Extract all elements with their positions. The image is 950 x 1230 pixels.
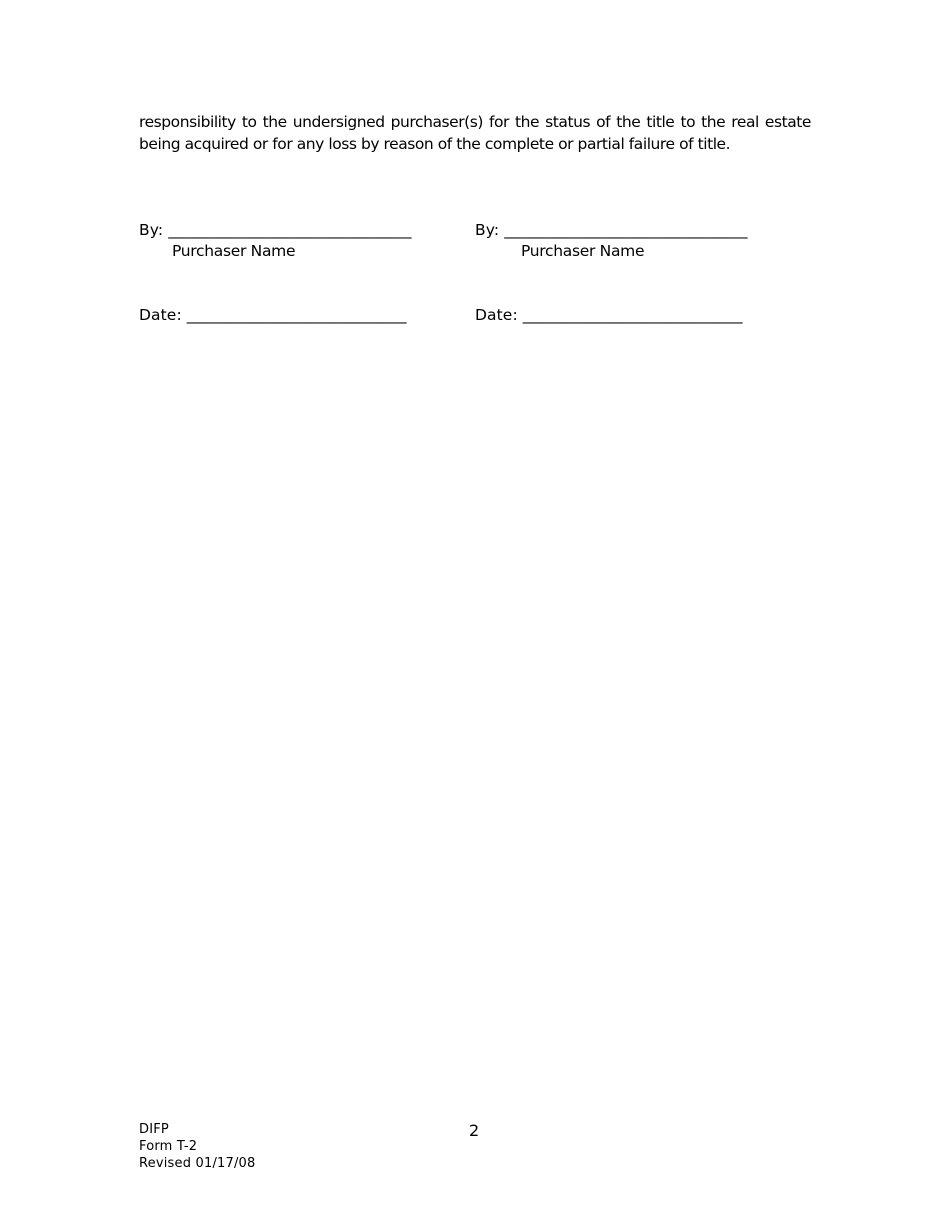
right-by-signature-line: By: _______________________________ bbox=[475, 221, 748, 239]
footer-revised-date: Revised 01/17/08 bbox=[139, 1156, 256, 1171]
left-purchaser-name-label: Purchaser Name bbox=[172, 242, 296, 260]
body-line-1: responsibility to the undersigned purchaser(s) for the status of the title to the real estate bbox=[139, 113, 811, 131]
page-number: 2 bbox=[469, 1121, 480, 1140]
body-paragraph bbox=[139, 111, 811, 155]
body-line-2: being acquired or for any loss by reason of the complete or partial failure of title. bbox=[139, 135, 731, 153]
footer-org: DIFP bbox=[139, 1122, 169, 1137]
left-date-line: Date: ____________________________ bbox=[139, 306, 407, 324]
footer-form-number: Form T-2 bbox=[139, 1139, 198, 1154]
right-purchaser-name-label: Purchaser Name bbox=[521, 242, 645, 260]
footer-form-info bbox=[139, 1121, 256, 1172]
left-by-signature-line: By: _______________________________ bbox=[139, 221, 412, 239]
right-date-line: Date: ____________________________ bbox=[475, 306, 743, 324]
